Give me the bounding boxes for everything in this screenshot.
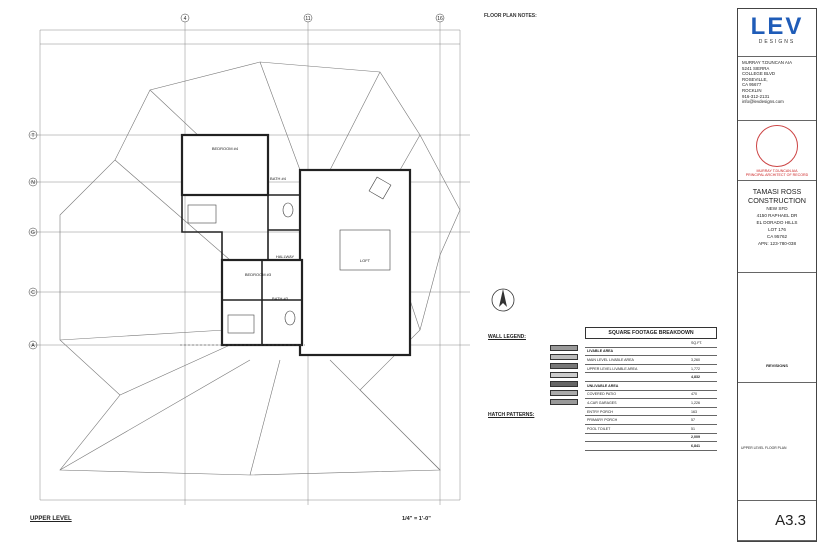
project-lot: LOT 176	[768, 227, 786, 232]
legend-row	[488, 370, 578, 379]
architect-address: MURRAY T.DUNCAN AIA 5241 SIERRA COLLEGE BLVD ROSEVILLE, CA 95677 ROCKLIN 916-312-2131 info@levdesigns.com	[738, 57, 816, 121]
table-row: UPPER LEVEL LIVABLE AREA 1,772	[585, 365, 717, 374]
client-name: TAMASI ROSS	[752, 187, 802, 196]
sqft-title: SQUARE FOOTAGE BREAKDOWN	[585, 327, 717, 339]
sqft-section-livable: LIVABLE AREA	[585, 348, 717, 357]
sheet-title: UPPER LEVEL FLOOR PLAN	[741, 446, 787, 450]
sqft-header-row	[585, 339, 717, 348]
table-row: ENTRY PORCH 163	[585, 408, 717, 417]
grid-bubble-4: 4	[183, 16, 187, 22]
project-city: EL DORADO HILLS	[756, 220, 798, 225]
notes-heading: FLOOR PLAN NOTES:	[484, 13, 537, 19]
project-state: CA 95762	[766, 234, 788, 239]
sqft-grand-total: 6,841	[585, 442, 717, 451]
company-logo	[738, 9, 816, 57]
grid-bubble-t: T	[31, 133, 35, 139]
room-label-bedroom-3: BEDROOM #3	[244, 272, 272, 277]
room-label-bath-3: BATH #3	[272, 296, 288, 301]
room-label-hallway: HALLWAY	[275, 254, 295, 259]
sqft-unlivable-total: 2,009	[585, 434, 717, 443]
legend-row	[488, 379, 578, 388]
square-footage-table	[585, 327, 717, 451]
grid-bubble-11: 11	[305, 16, 311, 22]
room-label-loft: LOFT	[359, 258, 371, 263]
sheet-number: A3.3	[738, 501, 816, 541]
legend-row	[488, 397, 578, 406]
sqft-section-unlivable: UNLIVABLE AREA	[585, 382, 717, 391]
architect-stamp: MURRAY T.DUNCAN AIA PRINCIPAL ARCHITECT OF RECORD	[738, 121, 816, 181]
sqft-unit: SQ.FT.	[691, 340, 703, 345]
logo-subtext: DESIGNS	[758, 39, 796, 45]
sqft-livable-total: 4,832	[585, 373, 717, 382]
legend-row	[488, 352, 578, 361]
drawing-title: UPPER LEVEL	[30, 516, 72, 522]
table-row: MAIN LEVEL LIVABLE AREA 3,260	[585, 356, 717, 365]
project-type: NEW SFD	[766, 206, 788, 211]
project-info	[738, 181, 816, 273]
grid-bubble-16: 16	[437, 16, 443, 22]
project-apn: APN: 123-780-038	[757, 241, 797, 246]
revisions-table	[738, 273, 816, 383]
project-street: 4150 RAPHAEL DR	[756, 213, 798, 218]
seal-icon	[756, 125, 798, 167]
north-arrow-icon	[488, 285, 518, 315]
floor-plan-notes	[484, 14, 726, 314]
client-name-2: CONSTRUCTION	[748, 196, 806, 205]
legend-row	[488, 343, 578, 352]
drawing-scale: 1/4" = 1'-0"	[402, 516, 431, 522]
grid-bubble-c: C	[31, 290, 35, 296]
sheet-meta	[738, 383, 816, 501]
logo-text: LEV	[750, 13, 804, 40]
grid-bubble-g: G	[31, 230, 35, 236]
room-label-bedroom-4: BEDROOM #4	[211, 146, 239, 151]
table-row: POOL TOILET 51	[585, 425, 717, 434]
table-row: PRIMARY PORCH 57	[585, 416, 717, 425]
grid-bubble-a: A	[31, 343, 35, 349]
title-block	[737, 8, 817, 542]
room-label-bath-4: BATH #4	[270, 176, 286, 181]
table-row: 4-CAR GARAGES 1,226	[585, 399, 717, 408]
legend-row	[488, 388, 578, 397]
revisions-heading: REVISIONS	[766, 363, 788, 368]
wall-legend-heading: WALL LEGEND:	[488, 334, 526, 340]
grid-bubble-n: N	[31, 180, 35, 186]
hatch-patterns-heading: HATCH PATTERNS:	[488, 412, 535, 418]
wall-legend	[488, 334, 578, 421]
legend-row	[488, 361, 578, 370]
table-row: COVERED PATIO 470	[585, 391, 717, 400]
